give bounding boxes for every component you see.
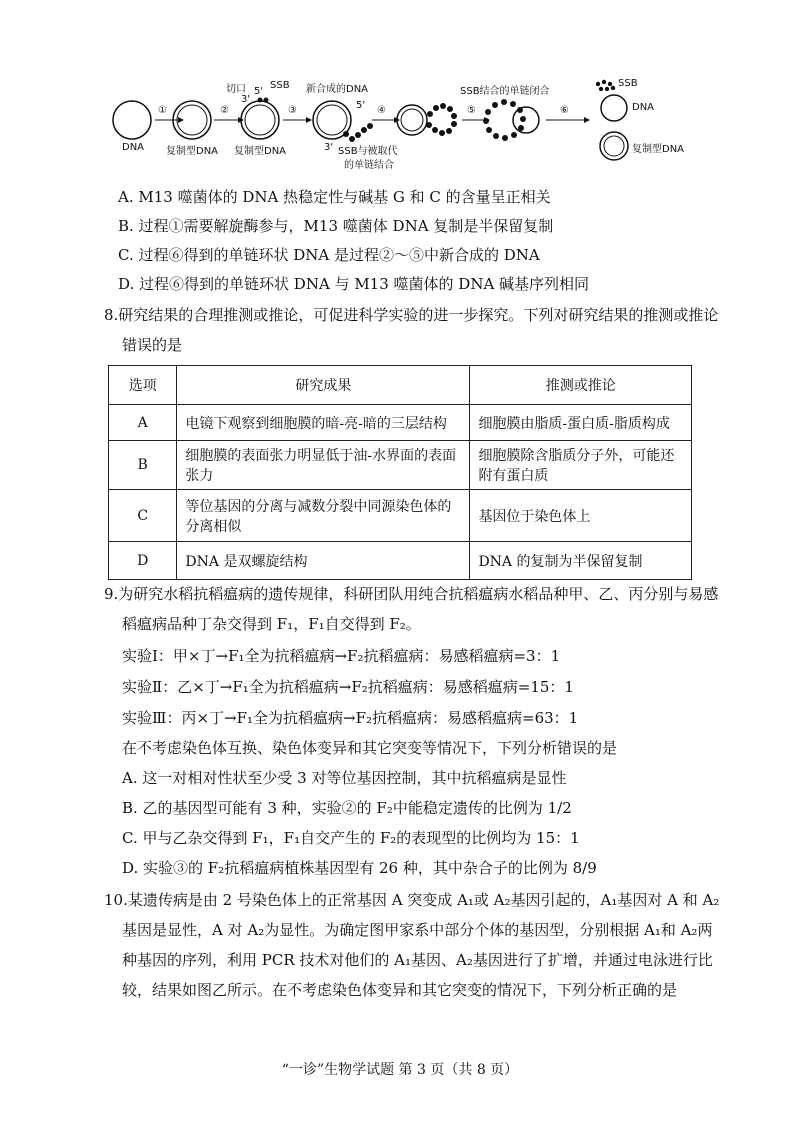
label-5prime-b: 5' — [356, 100, 366, 111]
label-step5: ⑤ — [467, 105, 476, 116]
q7-option-c: C. 过程⑥得到的单链环状 DNA 是过程②～⑤中新合成的 DNA — [118, 246, 540, 264]
label-ssb-bind2: 的单链结合 — [344, 160, 394, 171]
label-dna2: DNA — [632, 102, 655, 113]
label-3prime-b: 3' — [324, 142, 334, 153]
row-d-inference: DNA 的复制为半保留复制 — [470, 542, 692, 580]
ssb-dot — [258, 98, 263, 103]
table-row — [109, 405, 692, 441]
label-rep-dna1: 复制型DNA — [166, 146, 219, 157]
q9-option-c: C. 甲与乙杂交得到 F₁，F₁自交产生的 F₂的表现型的比例均为 15：1 — [122, 829, 580, 847]
nicked-dna-outer — [241, 101, 279, 139]
replication-diagram-svg — [110, 78, 730, 178]
label-nick: 切口 — [226, 84, 246, 95]
table-row — [109, 542, 692, 580]
final-single-strand-dna — [601, 95, 627, 121]
label-ssb-b: SSB — [618, 78, 638, 89]
q8-stem-line1: 8.研究结果的合理推测或推论，可促进科学实验的进一步探究。下列对研究结果的推测或推论 — [104, 306, 719, 324]
row-a-option: A — [109, 405, 177, 441]
label-rep-dna3: 复制型DNA — [632, 144, 685, 155]
q9-question: 在不考虑染色体互换、染色体变异和其它突变等情况下，下列分析错误的是 — [122, 739, 618, 757]
label-step6: ⑥ — [560, 105, 569, 116]
q9-stem-line1: 9.为研究水稻抗稻瘟病的遗传规律，科研团队用纯合抗稻瘟病水稻品种甲、乙、丙分别与易感 — [104, 585, 719, 603]
label-ssb-close: SSB结合的单链闭合 — [460, 86, 550, 97]
dna-single-circle — [113, 101, 151, 139]
row-b-option: B — [109, 441, 177, 490]
q7-option-b: B. 过程①需要解旋酶参与，M13 噬菌体 DNA 复制是半保留复制 — [118, 217, 554, 235]
research-table — [108, 365, 692, 580]
m13-replication-diagram — [110, 78, 730, 178]
free-ssb-dots — [596, 80, 615, 91]
q8-stem-line2: 错误的是 — [122, 336, 183, 354]
label-dna: DNA — [122, 142, 145, 153]
q9-option-a: A. 这一对相对性状至少受 3 对等位基因控制，其中抗稻瘟病是显性 — [122, 769, 567, 787]
row-b-inference: 细胞膜除含脂质分子外，可能还附有蛋白质 — [470, 441, 692, 490]
nicked-dna-inner — [245, 105, 275, 135]
q7-option-d: D. 过程⑥得到的单链环状 DNA 与 M13 噬菌体的 DNA 碱基序列相同 — [118, 275, 590, 293]
label-new-dna: 新合成的DNA — [306, 84, 369, 95]
label-step1: ① — [158, 105, 167, 116]
label-ssb-a: SSB — [270, 80, 290, 91]
page-footer: “一诊”生物学试题 第 3 页（共 8 页） — [281, 1062, 519, 1078]
q10-line2: 基因是显性，A 对 A₂为显性。为确定图甲家系中部分个体的基因型，分别根据 A₁和 A₂两 — [122, 921, 713, 939]
figure-eight-beads — [426, 103, 457, 136]
label-3prime-a: 3' — [241, 94, 251, 105]
row-a-inference: 细胞膜由脂质-蛋白质-脂质构成 — [470, 405, 692, 441]
row-d-option: D — [109, 542, 177, 580]
table-row — [109, 490, 692, 542]
label-step4: ④ — [377, 105, 386, 116]
table-header-row — [109, 366, 692, 405]
table-row — [109, 441, 692, 490]
q10-line3: 种基因的序列，利用 PCR 技术对他们的 A₁基因、A₂基因进行了扩增，并通过电泳进行比 — [122, 951, 713, 969]
label-ssb-bind: SSB与被取代 — [338, 146, 398, 157]
label-step3: ③ — [288, 105, 297, 116]
label-5prime-a: 5' — [254, 86, 264, 97]
q9-experiment-3: 实验Ⅲ：丙×丁→F₁全为抗稻瘟病→F₂抗稻瘟病：易感稻瘟病=63：1 — [122, 709, 579, 727]
row-d-result: DNA 是双螺旋结构 — [177, 542, 470, 580]
q7-option-a: A. M13 噬菌体的 DNA 热稳定性与碱基 G 和 C 的含量呈正相关 — [118, 188, 551, 206]
header-option: 选项 — [109, 366, 177, 405]
row-c-result: 等位基因的分离与减数分裂中同源染色体的分离相似 — [177, 490, 470, 542]
displaced-strand-beads — [343, 123, 373, 142]
q10-line1: 10.某遗传病是由 2 号染色体上的正常基因 A 突变成 A₁或 A₂基因引起的，A₁基因对 A 和 A₂ — [104, 891, 720, 909]
header-result: 研究成果 — [177, 366, 470, 405]
row-c-inference: 基因位于染色体上 — [470, 490, 692, 542]
row-c-option: C — [109, 490, 177, 542]
q9-experiment-2: 实验Ⅱ：乙×丁→F₁全为抗稻瘟病→F₂抗稻瘟病：易感稻瘟病=15：1 — [122, 678, 574, 696]
label-step2: ② — [220, 105, 229, 116]
row-b-result: 细胞膜的表面张力明显低于油-水界面的表面张力 — [177, 441, 470, 490]
q10-line4: 较，结果如图乙所示。在不考虑染色体变异和其它突变的情况下，下列分析正确的是 — [122, 981, 678, 999]
q9-option-d: D. 实验③的 F₂抗稻瘟病植株基因型有 26 种，其中杂合子的比例为 8/9 — [122, 859, 597, 877]
q9-stem-line2: 稻瘟病品种丁杂交得到 F₁，F₁自交得到 F₂。 — [122, 615, 421, 633]
label-rep-dna2: 复制型DNA — [234, 146, 287, 157]
row-a-result: 电镜下观察到细胞膜的暗-亮-暗的三层结构 — [177, 405, 470, 441]
q9-experiment-1: 实验Ⅰ：甲×丁→F₁全为抗稻瘟病→F₂抗稻瘟病：易感稻瘟病=3：1 — [122, 647, 561, 665]
q9-option-b: B. 乙的基因型可能有 3 种，实验②的 F₂中能稳定遗传的比例为 1/2 — [122, 799, 572, 817]
header-inference: 推测或推论 — [470, 366, 692, 405]
